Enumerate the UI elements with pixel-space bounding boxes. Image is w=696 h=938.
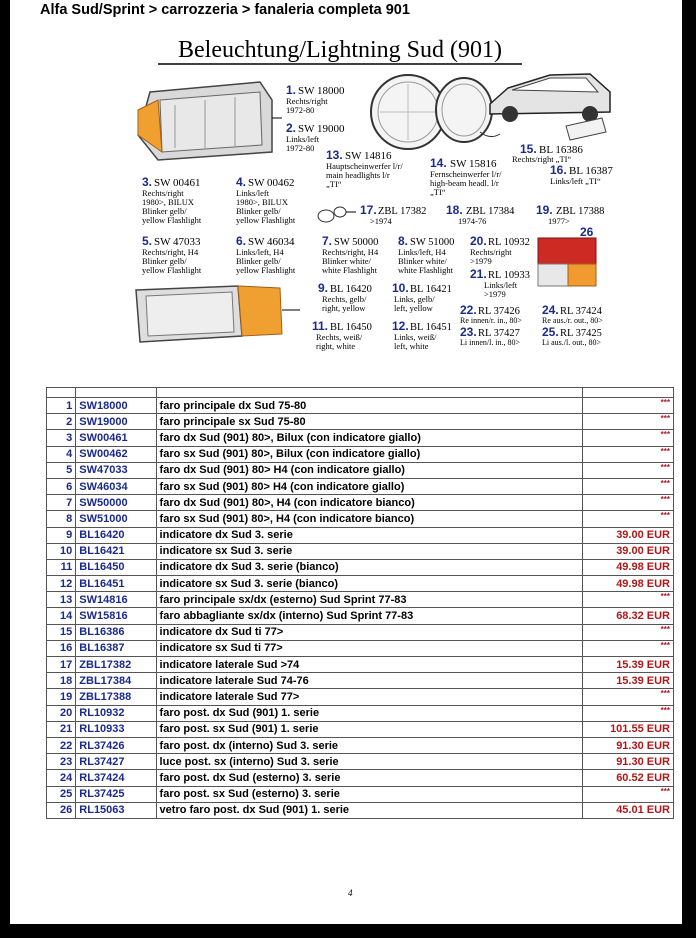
svg-text:Rechts, gelb/: Rechts, gelb/ xyxy=(322,294,367,304)
part-price: *** xyxy=(582,689,673,705)
part-code: RL37426 xyxy=(76,737,156,753)
parts-diagram xyxy=(10,0,682,370)
part-description: faro principale sx Sud 75-80 xyxy=(156,414,582,430)
part-description: faro abbagliante sx/dx (interno) Sud Sprint 77-83 xyxy=(156,608,582,624)
part-code: BL16451 xyxy=(76,576,156,592)
svg-text:ZBL 17388: ZBL 17388 xyxy=(556,206,605,217)
table-row xyxy=(47,462,674,478)
svg-text:Li innen/l. in., 80>: Li innen/l. in., 80> xyxy=(460,338,521,347)
svg-text:13.: 13. xyxy=(326,148,343,162)
part-code: SW18000 xyxy=(76,398,156,414)
svg-text:SW 51000: SW 51000 xyxy=(410,237,455,248)
svg-text:yellow Flashlight: yellow Flashlight xyxy=(236,215,296,225)
svg-text:8.: 8. xyxy=(398,234,409,248)
svg-text:Re innen/r. in., 80>: Re innen/r. in., 80> xyxy=(460,316,522,325)
svg-text:7.: 7. xyxy=(322,234,333,248)
row-number: 26 xyxy=(47,802,76,818)
svg-text:„TI“: „TI“ xyxy=(430,187,446,197)
row-number: 2 xyxy=(47,414,76,430)
svg-text:SW 15816: SW 15816 xyxy=(450,158,497,170)
svg-text:22.: 22. xyxy=(460,303,477,317)
part-description: faro principale sx/dx (esterno) Sud Sprint 77-83 xyxy=(156,592,582,608)
label-23 xyxy=(460,325,521,347)
svg-text:1972-80: 1972-80 xyxy=(286,143,315,153)
label-16 xyxy=(550,163,613,186)
part-price: *** xyxy=(582,462,673,478)
indicator-ti-illustration xyxy=(566,118,606,140)
svg-text:Links, weiß/: Links, weiß/ xyxy=(394,332,437,342)
row-number: 17 xyxy=(47,657,76,673)
row-number: 8 xyxy=(47,511,76,527)
part-price: *** xyxy=(582,624,673,640)
svg-text:1.: 1. xyxy=(286,83,297,97)
car-illustration xyxy=(490,74,610,122)
table-row xyxy=(47,495,674,511)
svg-text:Rechts/right, H4: Rechts/right, H4 xyxy=(322,247,379,257)
label-5 xyxy=(142,234,202,275)
part-description: faro sx Sud (901) 80>, H4 (con indicatore bianco) xyxy=(156,511,582,527)
label-8 xyxy=(398,234,454,275)
row-number: 6 xyxy=(47,478,76,494)
row-number: 4 xyxy=(47,446,76,462)
label-20 xyxy=(470,234,530,266)
svg-text:Links, gelb/: Links, gelb/ xyxy=(394,294,435,304)
svg-text:BL 16387: BL 16387 xyxy=(569,165,613,177)
label-21 xyxy=(470,267,530,299)
side-indicator-illustration xyxy=(318,207,356,222)
part-code: RL37425 xyxy=(76,786,156,802)
svg-text:Blinker gelb/: Blinker gelb/ xyxy=(236,256,281,266)
part-description: faro dx Sud (901) 80> H4 (con indicatore giallo) xyxy=(156,462,582,478)
label-24 xyxy=(542,303,603,325)
table-row xyxy=(47,608,674,624)
svg-text:20.: 20. xyxy=(470,234,487,248)
svg-text:2.: 2. xyxy=(286,121,297,135)
table-row xyxy=(47,511,674,527)
label-10 xyxy=(392,281,452,313)
label-26: 26 xyxy=(580,225,594,239)
svg-text:white Flashlight: white Flashlight xyxy=(322,265,378,275)
label-3 xyxy=(142,175,202,225)
part-code: SW19000 xyxy=(76,414,156,430)
svg-text:Rechts/right, H4: Rechts/right, H4 xyxy=(142,247,199,257)
bottom-bar xyxy=(0,924,696,938)
part-code: RL37424 xyxy=(76,770,156,786)
headlight-illustration-top xyxy=(138,82,282,160)
row-number: 20 xyxy=(47,705,76,721)
label-17 xyxy=(360,203,426,226)
catalog-page xyxy=(10,0,682,938)
part-code: RL15063 xyxy=(76,802,156,818)
svg-text:Links/left: Links/left xyxy=(236,188,270,198)
part-description: faro post. sx Sud (901) 1. serie xyxy=(156,721,582,737)
svg-text:Blinker white/: Blinker white/ xyxy=(398,256,447,266)
svg-text:17.: 17. xyxy=(360,203,377,217)
svg-text:right, yellow: right, yellow xyxy=(322,303,366,313)
part-price: *** xyxy=(582,495,673,511)
row-number: 11 xyxy=(47,559,76,575)
diagram-title: Beleuchtung/Lightning Sud (901) xyxy=(178,37,502,63)
row-number: 18 xyxy=(47,673,76,689)
part-price: 15.39 EUR xyxy=(582,673,673,689)
part-price: 101.55 EUR xyxy=(582,721,673,737)
table-row xyxy=(47,478,674,494)
svg-text:Links/left, H4: Links/left, H4 xyxy=(236,247,284,257)
part-code: SW51000 xyxy=(76,511,156,527)
part-code: ZBL17384 xyxy=(76,673,156,689)
svg-text:Fernscheinwerfer l/r/: Fernscheinwerfer l/r/ xyxy=(430,169,502,179)
svg-text:18.: 18. xyxy=(446,203,463,217)
svg-text:white Flashlight: white Flashlight xyxy=(398,265,454,275)
svg-text:ZBL 17384: ZBL 17384 xyxy=(466,206,515,217)
part-description: faro dx Sud (901) 80>, H4 (con indicatore bianco) xyxy=(156,495,582,511)
part-price: 39.00 EUR xyxy=(582,543,673,559)
svg-text:1974-76: 1974-76 xyxy=(458,216,487,226)
table-row xyxy=(47,624,674,640)
svg-text:Blinker gelb/: Blinker gelb/ xyxy=(142,206,187,216)
table-row xyxy=(47,559,674,575)
svg-text:>1979: >1979 xyxy=(484,289,506,299)
part-code: BL16387 xyxy=(76,640,156,656)
svg-text:RL 37427: RL 37427 xyxy=(478,328,520,339)
row-number: 5 xyxy=(47,462,76,478)
svg-text:yellow Flashlight: yellow Flashlight xyxy=(142,215,202,225)
row-number: 13 xyxy=(47,592,76,608)
row-number: 19 xyxy=(47,689,76,705)
svg-text:4.: 4. xyxy=(236,175,247,189)
svg-text:1980>, BILUX: 1980>, BILUX xyxy=(236,197,289,207)
svg-text:1977>: 1977> xyxy=(548,216,570,226)
svg-text:SW 19000: SW 19000 xyxy=(298,123,345,135)
svg-text:19.: 19. xyxy=(536,203,553,217)
svg-text:6.: 6. xyxy=(236,234,247,248)
label-11 xyxy=(312,319,372,351)
table-row xyxy=(47,527,674,543)
row-number: 7 xyxy=(47,495,76,511)
row-number: 25 xyxy=(47,786,76,802)
label-19 xyxy=(536,203,604,226)
part-price: *** xyxy=(582,398,673,414)
table-header-row xyxy=(47,388,674,398)
svg-text:Rechts/right „TI“: Rechts/right „TI“ xyxy=(512,154,572,164)
page-number: 4 xyxy=(348,888,353,898)
svg-text:SW 14816: SW 14816 xyxy=(345,150,392,162)
label-4 xyxy=(236,175,296,225)
part-price: 91.30 EUR xyxy=(582,737,673,753)
svg-text:right, white: right, white xyxy=(316,341,356,351)
table-row xyxy=(47,640,674,656)
svg-text:RL 10932: RL 10932 xyxy=(488,237,530,248)
table-row xyxy=(47,430,674,446)
table-row xyxy=(47,737,674,753)
row-number: 16 xyxy=(47,640,76,656)
part-price: 45.01 EUR xyxy=(582,802,673,818)
part-code: RL10933 xyxy=(76,721,156,737)
svg-text:12.: 12. xyxy=(392,319,409,333)
svg-text:„TI“: „TI“ xyxy=(326,179,342,189)
svg-text:left, yellow: left, yellow xyxy=(394,303,433,313)
table-row xyxy=(47,414,674,430)
part-description: indicatore laterale Sud 77> xyxy=(156,689,582,705)
svg-text:high-beam headl. l/r: high-beam headl. l/r xyxy=(430,178,499,188)
part-code: SW50000 xyxy=(76,495,156,511)
svg-text:SW 00461: SW 00461 xyxy=(154,177,201,189)
svg-text:BL 16451: BL 16451 xyxy=(410,322,452,333)
part-price: *** xyxy=(582,592,673,608)
part-description: faro principale dx Sud 75-80 xyxy=(156,398,582,414)
label-1 xyxy=(286,83,345,115)
svg-text:Re aus./r. out., 80>: Re aus./r. out., 80> xyxy=(542,316,603,325)
rear-lamp-illustration xyxy=(538,238,596,286)
part-description: indicatore laterale Sud 74-76 xyxy=(156,673,582,689)
part-description: indicatore dx Sud 3. serie xyxy=(156,527,582,543)
part-code: RL37427 xyxy=(76,754,156,770)
svg-text:16.: 16. xyxy=(550,163,567,177)
part-description: luce post. sx (interno) Sud 3. serie xyxy=(156,754,582,770)
row-number: 24 xyxy=(47,770,76,786)
part-description: indicatore sx Sud 3. serie (bianco) xyxy=(156,576,582,592)
table-row xyxy=(47,576,674,592)
table-row xyxy=(47,673,674,689)
svg-text:Links/left: Links/left xyxy=(286,134,320,144)
svg-text:Rechts, weiß/: Rechts, weiß/ xyxy=(316,332,363,342)
round-headlights-illustration xyxy=(371,75,500,149)
svg-text:21.: 21. xyxy=(470,267,487,281)
svg-text:Hauptscheinwerfer l/r/: Hauptscheinwerfer l/r/ xyxy=(326,161,403,171)
svg-text:BL 16421: BL 16421 xyxy=(410,284,452,295)
part-price: *** xyxy=(582,446,673,462)
svg-text:SW 18000: SW 18000 xyxy=(298,85,345,97)
svg-text:24.: 24. xyxy=(542,303,559,317)
svg-text:1980>, BILUX: 1980>, BILUX xyxy=(142,197,195,207)
table-row xyxy=(47,398,674,414)
svg-text:Blinker white/: Blinker white/ xyxy=(322,256,371,266)
row-number: 14 xyxy=(47,608,76,624)
part-price: 49.98 EUR xyxy=(582,576,673,592)
table-row xyxy=(47,770,674,786)
table-row xyxy=(47,705,674,721)
svg-text:RL 37425: RL 37425 xyxy=(560,328,602,339)
part-code: SW14816 xyxy=(76,592,156,608)
label-13 xyxy=(326,148,403,189)
svg-text:SW 50000: SW 50000 xyxy=(334,237,379,248)
part-code: SW00461 xyxy=(76,430,156,446)
row-number: 23 xyxy=(47,754,76,770)
row-number: 10 xyxy=(47,543,76,559)
svg-text:5.: 5. xyxy=(142,234,153,248)
table-row xyxy=(47,721,674,737)
parts-table xyxy=(46,387,674,819)
part-code: ZBL17382 xyxy=(76,657,156,673)
label-6 xyxy=(236,234,296,275)
label-18 xyxy=(446,203,515,226)
part-description: vetro faro post. dx Sud (901) 1. serie xyxy=(156,802,582,818)
svg-text:1972-80: 1972-80 xyxy=(286,105,315,115)
svg-text:BL 16450: BL 16450 xyxy=(330,322,372,333)
headlight-illustration-bottom xyxy=(136,286,300,342)
svg-text:left, white: left, white xyxy=(394,341,429,351)
breadcrumb: Alfa Sud/Sprint > carrozzeria > fanaleria completa 901 xyxy=(40,2,410,18)
svg-text:Rechts/right: Rechts/right xyxy=(286,96,328,106)
part-code: BL16386 xyxy=(76,624,156,640)
svg-text:BL 16386: BL 16386 xyxy=(539,144,583,156)
part-code: SW46034 xyxy=(76,478,156,494)
label-12 xyxy=(392,319,452,351)
part-code: SW47033 xyxy=(76,462,156,478)
part-code: RL10932 xyxy=(76,705,156,721)
row-number: 15 xyxy=(47,624,76,640)
row-number: 3 xyxy=(47,430,76,446)
svg-text:yellow Flashlight: yellow Flashlight xyxy=(236,265,296,275)
svg-text:SW 47033: SW 47033 xyxy=(154,236,201,248)
svg-text:11.: 11. xyxy=(312,319,329,333)
svg-text:Rechts/right: Rechts/right xyxy=(142,188,184,198)
label-22 xyxy=(460,303,522,325)
svg-text:main headlights l/r: main headlights l/r xyxy=(326,170,390,180)
part-description: indicatore laterale Sud >74 xyxy=(156,657,582,673)
part-description: faro sx Sud (901) 80>, Bilux (con indicatore giallo) xyxy=(156,446,582,462)
svg-text:RL 10933: RL 10933 xyxy=(488,270,530,281)
table-row xyxy=(47,657,674,673)
part-price: 49.98 EUR xyxy=(582,559,673,575)
label-25 xyxy=(542,325,602,347)
svg-text:3.: 3. xyxy=(142,175,153,189)
part-price: 15.39 EUR xyxy=(582,657,673,673)
part-price: *** xyxy=(582,478,673,494)
svg-text:>1979: >1979 xyxy=(470,256,492,266)
svg-text:yellow Flashlight: yellow Flashlight xyxy=(142,265,202,275)
part-code: SW15816 xyxy=(76,608,156,624)
svg-text:Links/left: Links/left xyxy=(484,280,518,290)
svg-text:SW 46034: SW 46034 xyxy=(248,236,295,248)
row-number: 22 xyxy=(47,737,76,753)
label-9 xyxy=(318,281,372,313)
row-number: 21 xyxy=(47,721,76,737)
part-code: ZBL17388 xyxy=(76,689,156,705)
part-price: *** xyxy=(582,430,673,446)
part-price: 68.32 EUR xyxy=(582,608,673,624)
part-price: 60.52 EUR xyxy=(582,770,673,786)
svg-text:10.: 10. xyxy=(392,281,409,295)
table-row xyxy=(47,689,674,705)
part-code: SW00462 xyxy=(76,446,156,462)
table-row xyxy=(47,754,674,770)
part-description: indicatore sx Sud 3. serie xyxy=(156,543,582,559)
part-description: faro post. dx (interno) Sud 3. serie xyxy=(156,737,582,753)
svg-text:>1974: >1974 xyxy=(370,216,392,226)
svg-text:Li aus./l. out., 80>: Li aus./l. out., 80> xyxy=(542,338,601,347)
label-15 xyxy=(512,142,583,164)
part-price: *** xyxy=(582,705,673,721)
part-price: *** xyxy=(582,786,673,802)
svg-text:Links/left „TI“: Links/left „TI“ xyxy=(550,176,601,186)
svg-text:Links/left, H4: Links/left, H4 xyxy=(398,247,446,257)
part-description: indicatore dx Sud 3. serie (bianco) xyxy=(156,559,582,575)
label-14 xyxy=(430,156,502,197)
part-description: indicatore dx Sud ti 77> xyxy=(156,624,582,640)
svg-text:Blinker gelb/: Blinker gelb/ xyxy=(142,256,187,266)
part-price: 39.00 EUR xyxy=(582,527,673,543)
svg-text:23.: 23. xyxy=(460,325,477,339)
part-price: 91.30 EUR xyxy=(582,754,673,770)
svg-text:14.: 14. xyxy=(430,156,447,170)
svg-text:9.: 9. xyxy=(318,281,329,295)
row-number: 1 xyxy=(47,398,76,414)
part-price: *** xyxy=(582,414,673,430)
part-description: faro sx Sud (901) 80> H4 (con indicatore giallo) xyxy=(156,478,582,494)
row-number: 9 xyxy=(47,527,76,543)
table-row xyxy=(47,786,674,802)
part-description: faro post. dx Sud (esterno) 3. serie xyxy=(156,770,582,786)
table-row xyxy=(47,592,674,608)
svg-text:25.: 25. xyxy=(542,325,559,339)
part-price: *** xyxy=(582,511,673,527)
part-description: faro dx Sud (901) 80>, Bilux (con indicatore giallo) xyxy=(156,430,582,446)
table-row xyxy=(47,446,674,462)
part-description: faro post. sx Sud (esterno) 3. serie xyxy=(156,786,582,802)
part-price: *** xyxy=(582,640,673,656)
part-description: faro post. dx Sud (901) 1. serie xyxy=(156,705,582,721)
svg-text:15.: 15. xyxy=(520,142,537,156)
svg-text:RL 37426: RL 37426 xyxy=(478,306,520,317)
svg-text:Rechts/right: Rechts/right xyxy=(470,247,512,257)
svg-text:RL 37424: RL 37424 xyxy=(560,306,602,317)
svg-text:SW 00462: SW 00462 xyxy=(248,177,295,189)
part-description: indicatore sx Sud ti 77> xyxy=(156,640,582,656)
label-7 xyxy=(322,234,379,275)
table-row xyxy=(47,802,674,818)
part-code: BL16450 xyxy=(76,559,156,575)
row-number: 12 xyxy=(47,576,76,592)
svg-text:BL 16420: BL 16420 xyxy=(330,284,372,295)
part-code: BL16421 xyxy=(76,543,156,559)
table-row xyxy=(47,543,674,559)
svg-text:Blinker gelb/: Blinker gelb/ xyxy=(236,206,281,216)
svg-text:ZBL 17382: ZBL 17382 xyxy=(378,206,427,217)
part-code: BL16420 xyxy=(76,527,156,543)
